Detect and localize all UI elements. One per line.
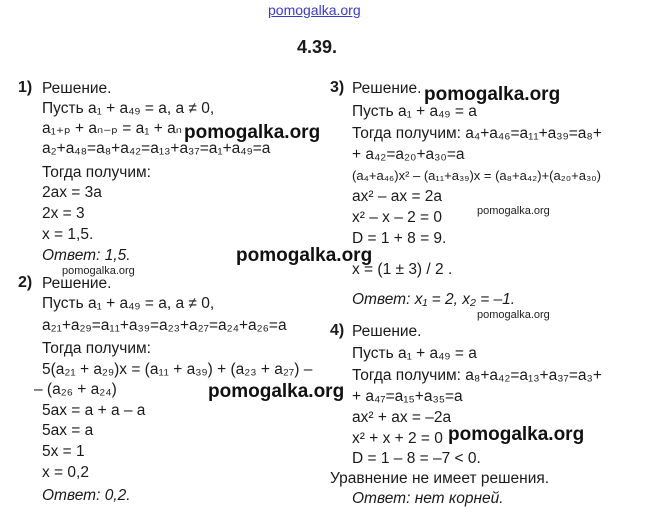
part-1-number: 1) <box>18 79 33 96</box>
p2-line-4: 5(a₂₁ + a₂₉)x = (a₁₁ + a₃₉) + (a₂₃ + a₂₇) – <box>42 361 313 378</box>
p2-line-2: a₂₁+a₂₉=a₁₁+a₃₉=a₂₃+a₂₇=a₂₄+a₂₆=a <box>42 317 287 334</box>
part-2-number: 2) <box>18 274 33 291</box>
p2-line-6: 5ax = a + a – a <box>42 402 146 419</box>
p3-line-3: + a₄₂=a₂₀+a₃₀=a <box>352 146 465 163</box>
watermark: pomogalka.org <box>424 84 561 105</box>
p4-line-4: ax² + ax = –2a <box>352 409 452 426</box>
p1-answer: Ответ: 1,5. <box>42 247 131 264</box>
p3-line-1: Пусть a₁ + a₄₉ = a <box>352 103 477 120</box>
p2-line-0: Решение. <box>42 275 112 292</box>
p1-line-7: x = 1,5. <box>42 226 94 243</box>
p1-line-2: a₁₊ₚ + aₙ₋ₚ = a₁ + aₙ <box>42 120 182 137</box>
p4-answer: Ответ: нет корней. <box>352 490 504 507</box>
part-4-number: 4) <box>330 322 345 339</box>
p2-line-8: 5x = 1 <box>42 443 85 460</box>
site-header: pomogalka.org <box>268 2 361 18</box>
p3-answer: Ответ: x₁ = 2, x₂ = –1. <box>352 291 516 308</box>
p2-line-1: Пусть a₁ + a₄₉ = a, a ≠ 0, <box>42 295 215 312</box>
p2-line-5: – (a₂₆ + a₂₄) <box>34 381 117 398</box>
p3-line-0: Решение. <box>352 80 422 97</box>
problem-title: 4.39. <box>297 37 338 57</box>
part-3-number: 3) <box>330 79 345 96</box>
watermark: pomogalka.org <box>448 424 585 445</box>
p3-line-8: x = (1 ± 3) / 2 . <box>352 261 453 278</box>
p2-line-3: Тогда получим: <box>42 340 151 357</box>
p3-line-7: D = 1 + 8 = 9. <box>352 230 447 247</box>
p3-line-2: Тогда получим: a₄+a₄₆=a₁₁+a₃₉=a₈+ <box>352 125 602 142</box>
p3-line-5: ax² – ax = 2a <box>352 188 443 205</box>
p1-line-3: a₂+a₄₈=a₈+a₄₂=a₁₃+a₃₇=a₁+a₄₉=a <box>42 140 271 157</box>
watermark: pomogalka.org <box>208 381 345 402</box>
p2-answer: Ответ: 0,2. <box>42 487 131 504</box>
watermark: pomogalka.org <box>184 122 321 143</box>
watermark: pomogalka.org <box>477 205 550 217</box>
p1-line-1: Пусть a₁ + a₄₉ = a, a ≠ 0, <box>42 100 215 117</box>
watermark: pomogalka.org <box>236 245 373 266</box>
p2-line-9: x = 0,2 <box>42 464 89 481</box>
p3-line-6: x² – x – 2 = 0 <box>352 209 443 226</box>
p4-line-7: Уравнение не имеет решения. <box>330 470 550 487</box>
p4-line-2: Тогда получим: a₈+a₄₂=a₁₃+a₃₇=a₃+ <box>352 367 602 384</box>
p4-line-0: Решение. <box>352 323 422 340</box>
p2-line-7: 5ax = a <box>42 422 94 439</box>
p4-line-1: Пусть a₁ + a₄₉ = a <box>352 345 477 362</box>
p3-line-4: (a₄+a₄₆)x² – (a₁₁+a₃₉)x = (a₈+a₄₂)+(a₂₀+a₃₀) <box>352 168 601 183</box>
p1-line-4: Тогда получим: <box>42 164 151 181</box>
watermark: pomogalka.org <box>477 309 550 321</box>
p4-line-6: D = 1 – 8 = –7 < 0. <box>352 450 481 467</box>
p1-line-5: 2ax = 3a <box>42 184 102 201</box>
p4-line-5: x² + x + 2 = 0 <box>352 430 443 447</box>
p1-line-0: Решение. <box>42 80 112 97</box>
p1-line-6: 2x = 3 <box>42 205 85 222</box>
watermark: pomogalka.org <box>62 265 135 277</box>
p4-line-3: + a₄₇=a₁₅+a₃₅=a <box>352 388 463 405</box>
